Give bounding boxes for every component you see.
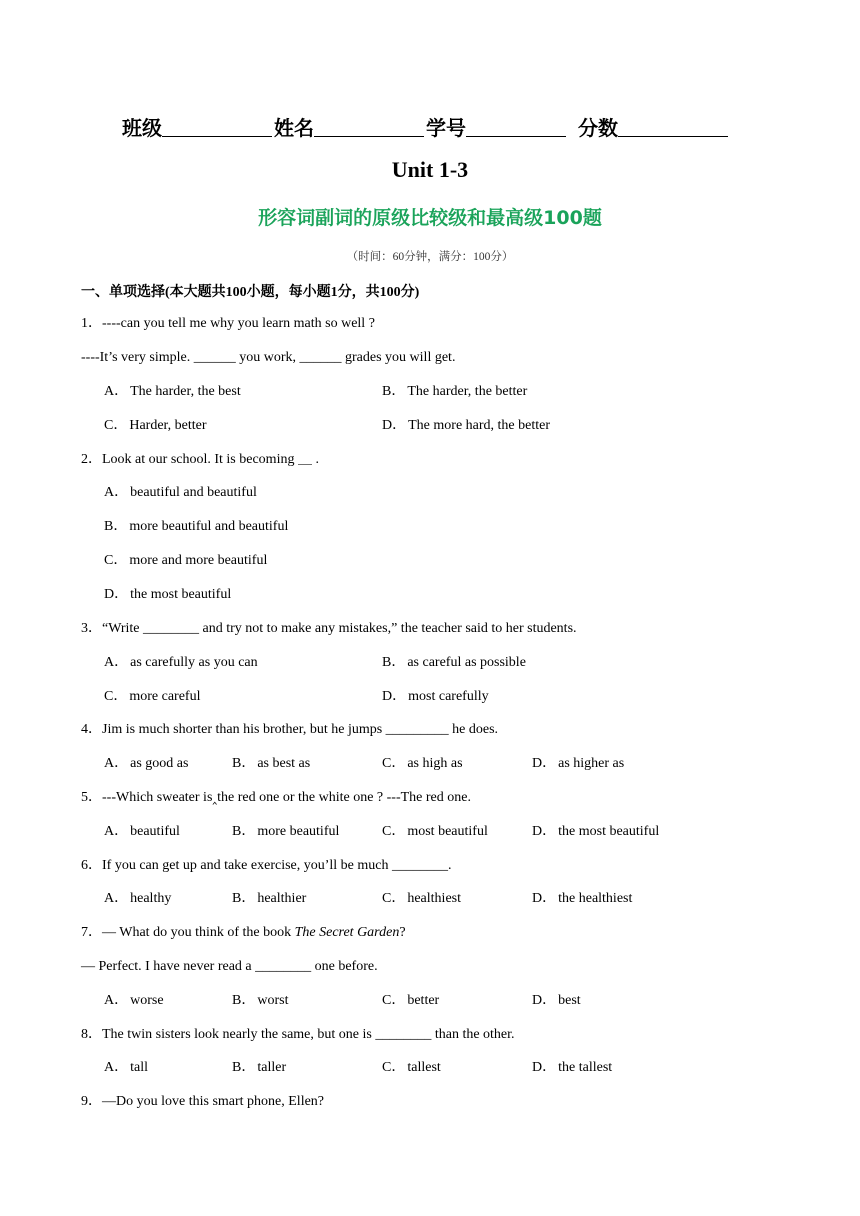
option-text: as high as bbox=[407, 756, 463, 771]
option-text: as best as bbox=[257, 756, 311, 771]
option-b bbox=[232, 992, 288, 1010]
question-number: 7． bbox=[81, 925, 102, 940]
option-c bbox=[104, 688, 200, 706]
option-letter: B． bbox=[232, 993, 256, 1008]
option-text: beautiful and beautiful bbox=[130, 485, 257, 500]
option-a bbox=[104, 992, 164, 1010]
question-number: 5． bbox=[81, 790, 102, 805]
option-b bbox=[382, 654, 526, 672]
option-letter: D． bbox=[532, 1060, 557, 1075]
option-c bbox=[382, 890, 461, 908]
option-a bbox=[104, 890, 171, 908]
option-c bbox=[382, 755, 463, 773]
option-d bbox=[382, 688, 489, 706]
question-text: Look at our school. It is becoming ＿ . bbox=[102, 452, 319, 467]
question-number: 4． bbox=[81, 722, 102, 737]
question-text: “Write ________ and try not to make any mistakes,” the teacher said to her students. bbox=[102, 621, 577, 636]
option-d bbox=[532, 823, 659, 841]
option-letter: B． bbox=[232, 824, 256, 839]
option-d bbox=[532, 755, 624, 773]
option-letter: C． bbox=[104, 418, 128, 433]
option-letter: A． bbox=[104, 824, 129, 839]
question-number: 8． bbox=[81, 1027, 102, 1042]
option-letter: B． bbox=[232, 891, 256, 906]
option-c bbox=[382, 823, 488, 841]
question-9 bbox=[81, 1093, 324, 1111]
option-text: The more hard, the better bbox=[408, 418, 551, 433]
option-text: Harder, better bbox=[129, 418, 207, 433]
option-a bbox=[104, 1059, 148, 1077]
question-2 bbox=[81, 451, 319, 469]
option-text: best bbox=[558, 993, 581, 1008]
option-d bbox=[104, 586, 231, 604]
question-text: Jim is much shorter than his brother, but he jumps _________ he does. bbox=[102, 722, 499, 737]
question-text: ---Which sweater is‸the red one or the white one ? ---The red one. bbox=[102, 790, 471, 805]
id-label: 学号 bbox=[426, 116, 466, 140]
option-text: more beautiful and beautiful bbox=[129, 519, 289, 534]
option-text: more careful bbox=[129, 689, 201, 704]
option-letter: D． bbox=[382, 689, 407, 704]
option-letter: A． bbox=[104, 655, 129, 670]
question-text: ----can you tell me why you learn math so well ? bbox=[102, 316, 375, 331]
question-number: 2． bbox=[81, 452, 102, 467]
class-blank bbox=[162, 114, 272, 137]
option-letter: D． bbox=[532, 993, 557, 1008]
option-d bbox=[532, 992, 581, 1010]
option-letter: C． bbox=[382, 1060, 406, 1075]
option-b bbox=[232, 1059, 286, 1077]
id-blank bbox=[466, 114, 566, 137]
worksheet-subtitle: 形容词副词的原级比较级和最高级100题 bbox=[258, 207, 602, 229]
option-text: the healthiest bbox=[558, 891, 633, 906]
option-letter: B． bbox=[232, 1060, 256, 1075]
question-8 bbox=[81, 1026, 515, 1044]
option-text: worst bbox=[257, 993, 289, 1008]
option-letter: D． bbox=[104, 587, 129, 602]
question-text: —Do you love this smart phone, Ellen? bbox=[102, 1094, 325, 1109]
option-text: better bbox=[407, 993, 440, 1008]
option-letter: A． bbox=[104, 891, 129, 906]
question-text-post: ? bbox=[399, 925, 406, 940]
question-7 bbox=[81, 924, 406, 942]
option-a bbox=[104, 484, 257, 502]
option-letter: B． bbox=[104, 519, 128, 534]
option-letter: C． bbox=[382, 824, 406, 839]
option-d bbox=[532, 1059, 612, 1077]
question-number: 9． bbox=[81, 1094, 102, 1109]
option-text: as higher as bbox=[558, 756, 625, 771]
option-a bbox=[104, 823, 180, 841]
option-text: most beautiful bbox=[407, 824, 488, 839]
time-note: （时间：60分钟，满分：100分） bbox=[346, 251, 514, 263]
option-a bbox=[104, 654, 258, 672]
option-a bbox=[104, 755, 188, 773]
option-text: The harder, the better bbox=[407, 384, 528, 399]
option-b bbox=[232, 823, 339, 841]
option-letter: C． bbox=[382, 891, 406, 906]
question-number: 3． bbox=[81, 621, 102, 636]
option-text: worse bbox=[130, 993, 164, 1008]
option-text: tallest bbox=[407, 1060, 441, 1075]
option-a bbox=[104, 383, 241, 401]
question-number: 6． bbox=[81, 858, 102, 873]
question-number: 1． bbox=[81, 316, 102, 331]
question-4 bbox=[81, 721, 498, 739]
question-1-line-2: ----It’s very simple. ______ you work, ______ grades you will get. bbox=[81, 350, 456, 365]
unit-title: Unit 1-3 bbox=[391, 157, 469, 182]
class-label: 班级 bbox=[122, 116, 162, 140]
option-text: taller bbox=[257, 1060, 287, 1075]
score-label: 分数 bbox=[578, 116, 618, 140]
score-blank bbox=[618, 114, 728, 137]
section-heading: 一、单项选择(本大题共100小题，每小题1分，共100分) bbox=[81, 285, 420, 300]
option-letter: C． bbox=[104, 553, 128, 568]
option-text: healthier bbox=[257, 891, 307, 906]
question-6 bbox=[81, 857, 452, 875]
option-c bbox=[382, 1059, 441, 1077]
option-b bbox=[232, 755, 310, 773]
option-letter: A． bbox=[104, 485, 129, 500]
option-letter: D． bbox=[532, 891, 557, 906]
option-text: as carefully as you can bbox=[130, 655, 258, 670]
option-text: as good as bbox=[130, 756, 189, 771]
option-text: the most beautiful bbox=[558, 824, 660, 839]
option-c bbox=[104, 552, 267, 570]
option-text: the tallest bbox=[558, 1060, 613, 1075]
name-label: 姓名 bbox=[274, 116, 314, 140]
option-text: more beautiful bbox=[257, 824, 340, 839]
option-text: healthy bbox=[130, 891, 172, 906]
option-letter: A． bbox=[104, 1060, 129, 1075]
question-text: The twin sisters look nearly the same, but one is ________ than the other. bbox=[102, 1027, 515, 1042]
option-text: the most beautiful bbox=[130, 587, 232, 602]
option-letter: C． bbox=[104, 689, 128, 704]
option-letter: A． bbox=[104, 756, 129, 771]
option-letter: C． bbox=[382, 993, 406, 1008]
question-1 bbox=[81, 315, 375, 333]
option-c bbox=[382, 992, 439, 1010]
option-letter: B． bbox=[382, 655, 406, 670]
option-letter: B． bbox=[232, 756, 256, 771]
student-info-line bbox=[122, 112, 730, 141]
question-text-pre: — What do you think of the book bbox=[102, 925, 295, 940]
option-b bbox=[382, 383, 527, 401]
book-title: The Secret Garden bbox=[294, 925, 400, 940]
option-b bbox=[104, 518, 288, 536]
option-text: tall bbox=[130, 1060, 149, 1075]
option-letter: D． bbox=[532, 756, 557, 771]
option-d bbox=[382, 417, 550, 435]
option-c bbox=[104, 417, 207, 435]
question-3 bbox=[81, 620, 577, 638]
question-5 bbox=[81, 789, 471, 807]
option-letter: D． bbox=[532, 824, 557, 839]
question-text: If you can get up and take exercise, you’ll be much ________. bbox=[102, 858, 452, 873]
option-text: most carefully bbox=[408, 689, 489, 704]
option-text: healthiest bbox=[407, 891, 461, 906]
option-letter: A． bbox=[104, 384, 129, 399]
option-b bbox=[232, 890, 306, 908]
option-d bbox=[532, 890, 632, 908]
option-text: more and more beautiful bbox=[129, 553, 268, 568]
option-letter: C． bbox=[382, 756, 406, 771]
option-text: The harder, the best bbox=[130, 384, 241, 399]
option-letter: A． bbox=[104, 993, 129, 1008]
option-letter: D． bbox=[382, 418, 407, 433]
name-blank bbox=[314, 114, 424, 137]
option-text: as careful as possible bbox=[407, 655, 526, 670]
option-text: beautiful bbox=[130, 824, 180, 839]
option-letter: B． bbox=[382, 384, 406, 399]
question-7-line-2: — Perfect. I have never read a ________ one before. bbox=[81, 959, 378, 974]
